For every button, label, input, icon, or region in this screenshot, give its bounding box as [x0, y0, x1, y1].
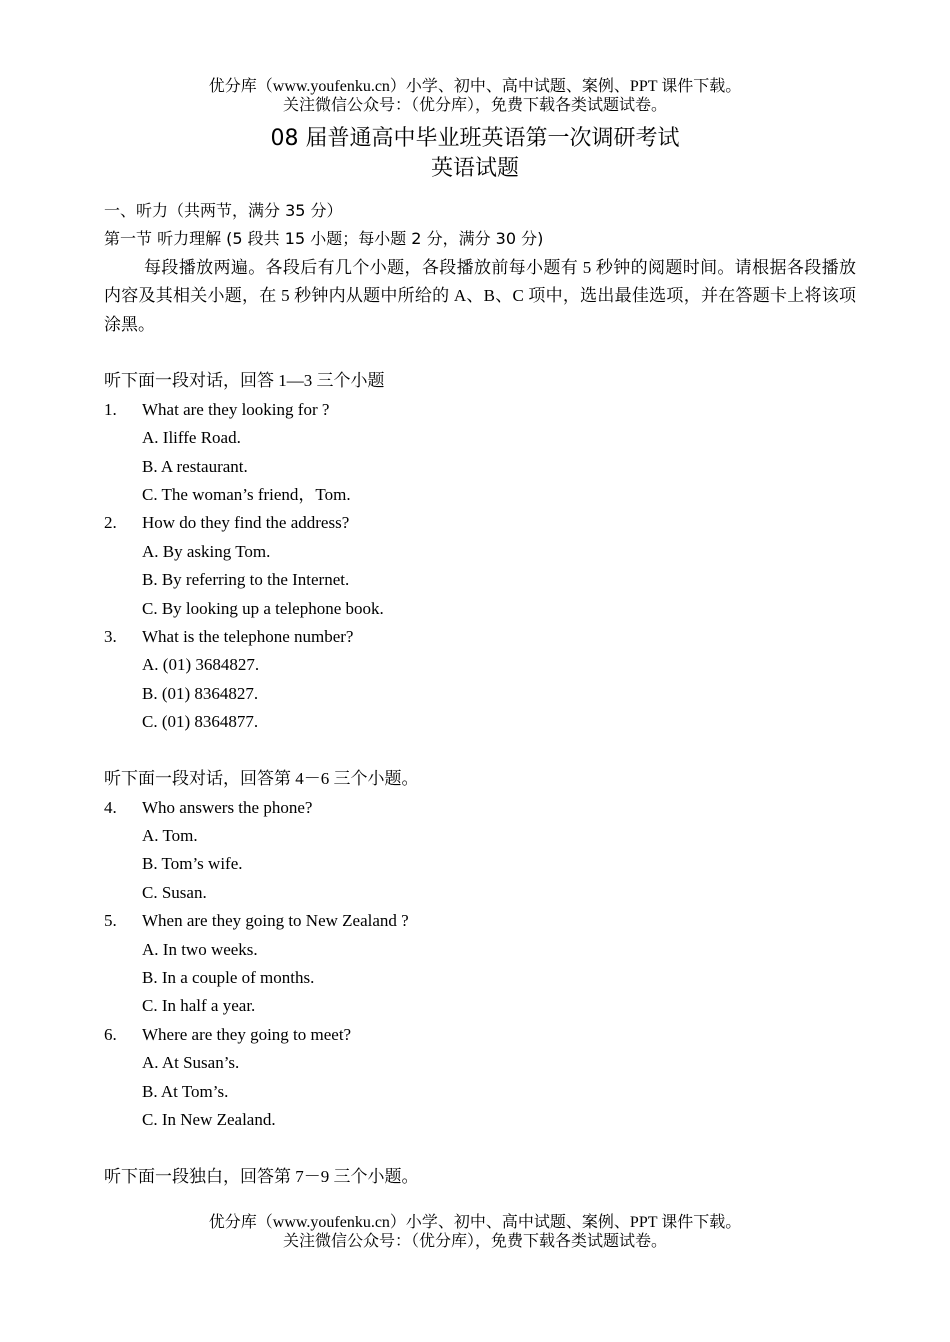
group-intro: 听下面一段独白，回答第 7－9 三个小题。: [104, 1166, 419, 1186]
question: [104, 1021, 856, 1135]
question-text: How do they find the address?: [142, 513, 350, 533]
question-text: Who answers the phone?: [142, 797, 313, 817]
option: A. At Susan’s.: [142, 1053, 240, 1073]
group-intro: 听下面一段对话，回答 1—3 三个小题: [104, 371, 385, 391]
header-line-2: 关注微信公众号：（优分库），免费下载各类试题试卷。: [282, 97, 667, 114]
option: C. (01) 8364877.: [142, 712, 259, 732]
option: C. By looking up a telephone book.: [142, 598, 384, 618]
option: B. By referring to the Internet.: [142, 570, 350, 590]
title-line-2: 英语试题: [430, 156, 519, 181]
question: [104, 794, 856, 908]
question-text: What are they looking for ?: [142, 399, 330, 419]
option: B. Tom’s wife.: [142, 854, 243, 874]
footer-line-1: 优分库（www.youfenku.cn）小学、初中、高中试题、案例、PPT 课件下载。: [208, 1214, 742, 1231]
option: A. In two weeks.: [142, 939, 258, 959]
question-text: What is the telephone number?: [142, 627, 354, 647]
group-intro: 听下面一段对话，回答第 4－6 三个小题。: [104, 769, 419, 789]
question-text: When are they going to New Zealand ?: [142, 911, 409, 931]
exam-title: [0, 124, 950, 184]
question-text: Where are they going to meet?: [142, 1024, 352, 1044]
option: A. Tom.: [142, 825, 198, 845]
spacer: [104, 1134, 856, 1162]
question: [104, 907, 856, 1021]
question-number: 1.: [104, 399, 117, 419]
option: C. In New Zealand.: [142, 1109, 276, 1129]
question: [104, 623, 856, 737]
question: [104, 396, 856, 510]
question-number: 2.: [104, 513, 117, 533]
spacer: [104, 339, 856, 367]
option: B. At Tom’s.: [142, 1081, 229, 1101]
option: A. Iliffe Road.: [142, 428, 241, 448]
question-number: 5.: [104, 911, 117, 931]
option: B. (01) 8364827.: [142, 683, 259, 703]
option: C. The woman’s friend，Tom.: [142, 485, 351, 505]
question-number: 4.: [104, 797, 117, 817]
exam-content: [104, 197, 856, 1191]
footer-line-2: 关注微信公众号：（优分库），免费下载各类试题试卷。: [282, 1233, 667, 1250]
header-line-1: 优分库（www.youfenku.cn）小学、初中、高中试题、案例、PPT 课件下载。: [208, 78, 742, 95]
section-heading: 第一节 听力理解 (5 段共 15 小题；每小题 2 分，满分 30 分): [104, 229, 544, 249]
title-line-1: 08 届普通高中毕业班英语第一次调研考试: [270, 126, 680, 151]
spacer: [104, 737, 856, 765]
option: A. (01) 3684827.: [142, 655, 260, 675]
question-number: 3.: [104, 627, 117, 647]
option: B. A restaurant.: [142, 456, 248, 476]
option: C. In half a year.: [142, 996, 256, 1016]
question: [104, 509, 856, 623]
option: C. Susan.: [142, 882, 207, 902]
option: B. In a couple of months.: [142, 967, 315, 987]
option: A. By asking Tom.: [142, 541, 271, 561]
instructions: 每段播放两遍。各段后有几个小题，各段播放前每小题有 5 秒钟的阅题时间。请根据各段播放内容及其相关小题，在 5 秒钟内从题中所给的 A、B、C 项中，选出最佳选项，并在答题卡上将该项涂黑。: [104, 257, 856, 334]
question-number: 6.: [104, 1024, 117, 1044]
page-header: [0, 77, 950, 115]
page-footer: [0, 1213, 950, 1251]
part-heading: 一、听力（共两节，满分 35 分）: [104, 201, 343, 220]
